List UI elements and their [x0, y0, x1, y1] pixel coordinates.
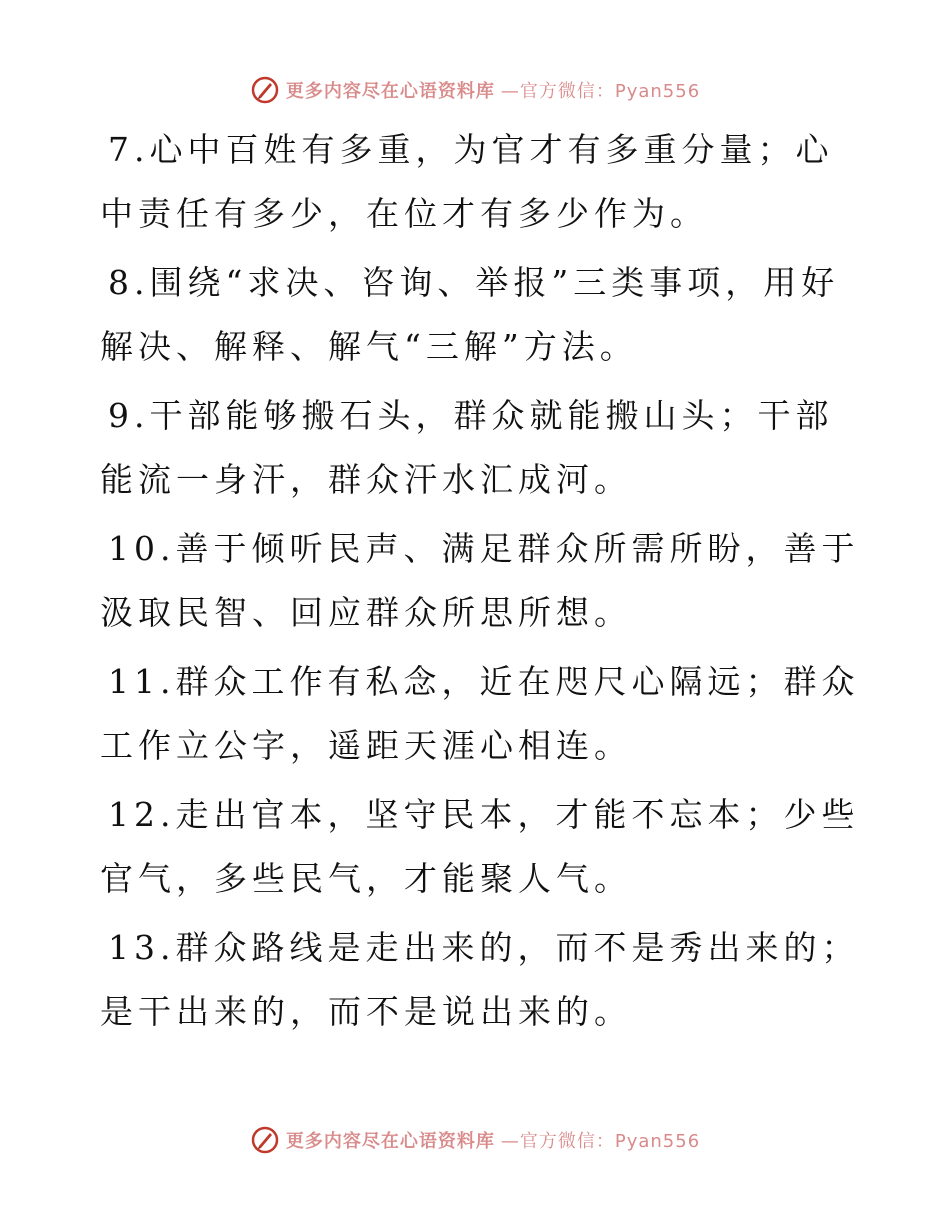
- watermark-wechat-text: —官方微信：Pyan556: [500, 1131, 701, 1152]
- quill-pen-circle-icon: [250, 1125, 280, 1155]
- list-item: 9.干部能够搬石头，群众就能搬山头；干部能流一身汗，群众汗水汇成河。: [100, 396, 834, 499]
- list-item: 13.群众路线是走出来的，而不是秀出来的；是干出来的，而不是说出来的。: [100, 928, 860, 1031]
- list-item: 8.围绕“求决、咨询、举报”三类事项，用好解决、解释、解气“三解”方法。: [100, 263, 840, 366]
- list-item: 10.善于倾听民声、满足群众所需所盼，善于汲取民智、回应群众所思所想。: [100, 529, 860, 632]
- list-item: 7.心中百姓有多重，为官才有多重分量；心中责任有多少，在位才有多少作为。: [100, 130, 834, 233]
- watermark-wechat-text: —官方微信：Pyan556: [500, 81, 701, 102]
- document-body: [100, 118, 860, 1049]
- quill-pen-circle-icon: [250, 75, 280, 105]
- list-item: 12.走出官本，坚守民本，才能不忘本；少些官气，多些民气，才能聚人气。: [100, 795, 860, 898]
- watermark-group: [250, 75, 700, 105]
- header-watermark: [0, 70, 950, 110]
- watermark-group: [250, 1125, 700, 1155]
- footer-watermark: [0, 1120, 950, 1160]
- watermark-main-text: 更多内容尽在心语资料库: [285, 1131, 495, 1152]
- watermark-main-text: 更多内容尽在心语资料库: [285, 81, 495, 102]
- list-item: 11.群众工作有私念，近在咫尺心隔远；群众工作立公字，遥距天涯心相连。: [100, 662, 860, 765]
